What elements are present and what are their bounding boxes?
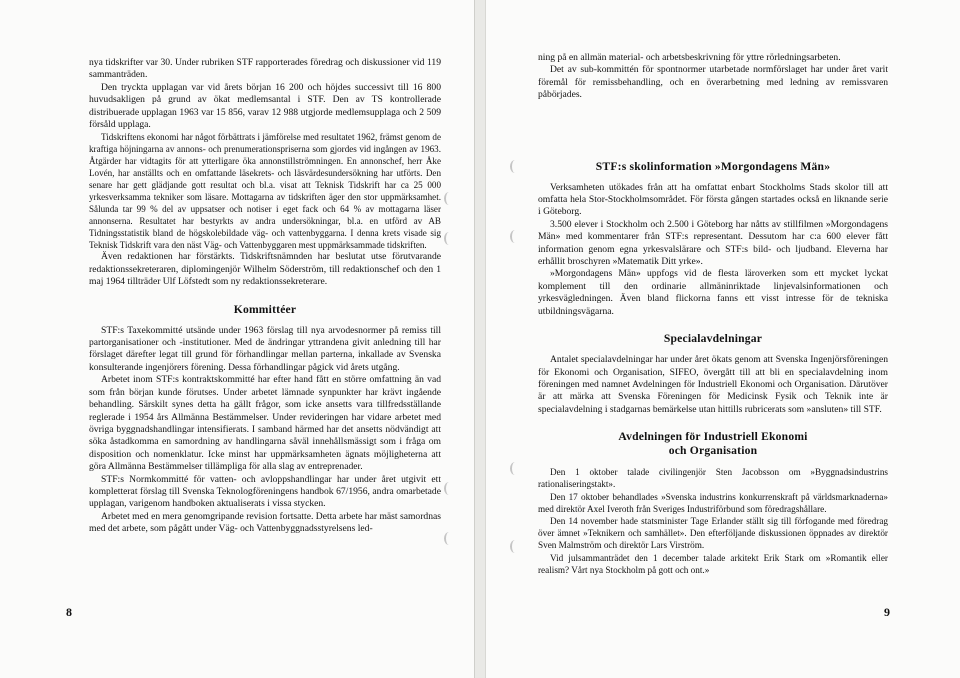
kommitteer-paragraph-2: Arbetet inom STF:s kontraktskommitté har efter hand fått en större omfattning än vad som från början kunde förutses. Under arbetet lämnade synpunkter har krävt ingående behandling. Särskilt synes detta ha gällt frågor, som icke ansetts vara tillfredsställande reglerade i 1954 års Allmänna Bestämmelser. Under revideringen har vidare arbetet med övriga byggnadshandlingar intensifierats. I samband härmed har det ansetts nödvändigt att söka åstadkomma en samordning av handlingarna såväl innehållsmässigt som i fråga om disposition och nomenklatur. Icke minst har uppmärksamheten ägnats möjligheterna att göra Allmänna Bestämmelser tillämpliga för alla slag av entreprenader. [89, 374, 441, 473]
left-paragraph-4: Även redaktionen har förstärkts. Tidskriftsnämnden har beslutat utse förutvarande redaktionssekreteraren, diplomingenjör Wilhelm Söderström, till redaktionschef och den 1 maj 1964 tillträder Ulf Löfstedt som ny redaktionssekreterare. [89, 251, 441, 288]
heading-avdelningen-industriell-ekonomi [538, 430, 888, 458]
binding-hole-mark [444, 192, 454, 205]
heading-line-2: och Organisation [668, 444, 758, 458]
left-paragraph-2: Den tryckta upplagan var vid årets början 16 200 och höjdes successivt till 16 800 huvudsakligen på grund av ökat medlemsantal i STF. Den av TS kontrollerade distribuerade upplagan 1963 var 15 856, varav 12 988 utgjorde medlemsupplaga och 2 509 försåld upplaga. [89, 81, 441, 131]
avd-paragraph-1: Den 1 oktober talade civilingenjör Sten Jacobsson om »Byggnadsindustrins rationaliseringstakt». [538, 467, 888, 490]
left-page [0, 0, 474, 678]
kommitteer-paragraph-1: STF:s Taxekommitté utsände under 1963 förslag till nya arvodesnormer på remiss till partorganisationer och -institutioner. Med de ändringar yttrandena givit anledning till har förslaget därefter legat till grund för förhandlingar mellan parterna, inkallade av Svenska konsulterande ingenjörers förening. Dessa förhandlingar pågick vid årets utgång. [89, 324, 441, 373]
skol-paragraph-1: Verksamheten utökades från att ha omfattat enbart Stockholms Stads skolor till att omfatta hela Stor-Stockholmsområdet. För första gången startades också en liknande serie i Göteborg. [538, 181, 888, 218]
binding-hole-mark [510, 230, 520, 243]
skol-paragraph-2: 3.500 elever i Stockholm och 2.500 i Göteborg har nåtts av stillfilmen »Morgondagens Män» med kommentarer från STF:s representant. Dessutom har c:a 600 elever fått information genom egna yrkesvalslärare och STF:s bild- och ljudband. Eleverna har erhållit broschyren »Matematik Ditt yrke». [538, 218, 888, 268]
binding-hole-mark [510, 540, 520, 553]
right-paragraph-2: Det av sub-kommittén för spontnormer utarbetade normförslaget har under året varit föremål för remissbehandling, och en överarbetning med ledning av remissvaren påbörjades. [538, 64, 888, 101]
skol-paragraph-3: »Morgondagens Män» uppfogs vid de flesta läroverken som ett mycket lyckat komplement till den ordinarie allmäninriktade linjevalsinformationen och yrkesvägledningen. Även bland flickorna fanns ett visst intresse för de tekniska utbildningsvägarna. [538, 268, 888, 317]
avd-paragraph-4: Vid julsammanträdet den 1 december talade arkitekt Erik Stark om »Romantik eller realism? Vårt nya Stockholm på gott och ont.» [538, 552, 888, 575]
avd-paragraph-3: Den 14 november hade statsminister Tage Erlander ställt sig till förfogande med föredrag över ämnet »Teknikern och samhället». Den efterföljande diskussionen öppnades av direktör Sven Malmström och direktör Lars Virström. [538, 515, 888, 551]
binding-hole-mark [444, 482, 454, 495]
right-text-column [538, 52, 888, 576]
heading-kommitteer: Kommittéer [233, 302, 297, 316]
special-paragraph-1: Antalet specialavdelningar har under året ökats genom att Svenska Ingenjörsföreningen för Ekonomi och Organisation, SIFEO, övergått till att bli en specialavdelning inom föreningen med namnet Avdelningen för Industriell Ekonomi och Organisation. Därutöver är att märka att Svenska Föreningen för Medicinsk Fysik och Teknik inte är specialavdelning i stadgarnas bemärkelse utan hittills rubricerats som »ansluten» till STF. [538, 354, 888, 415]
page-number-left: 8 [66, 605, 72, 619]
binding-hole-mark [444, 532, 454, 545]
avd-paragraph-2: Den 17 oktober behandlades »Svenska industrins konkurrenskraft på världsmarknaderna» med direktör Axel Iveroth från Sveriges Industriförbund som föredragshållare. [538, 491, 888, 514]
heading-specialavdelningar: Specialavdelningar [663, 332, 763, 346]
heading-line-1: Avdelningen för Industriell Ekonomi [618, 430, 808, 444]
page-number-right: 9 [884, 605, 890, 619]
kommitteer-paragraph-3: STF:s Normkommitté för vatten- och avloppshandlingar har under året utgivit ett kompletterat förslag till Svenska Teknologföreningens handbok 67/1956, andra omarbetade upplagan, varigenom handboken aktualiserats i vissa stycken. [89, 473, 441, 510]
binding-hole-mark [510, 462, 520, 475]
left-text-column [89, 57, 441, 536]
left-paragraph-3: Tidskriftens ekonomi har något förbättrats i jämförelse med resultatet 1962, främst genom de kraftiga höjningarna av annons- och prenumerationspriserna som gjordes vid ingången av 1963. Åtgärder har vidtagits för att ytterligare öka annonstillströmningen. En annonschef, herr Åke Lovén, har anställts och en omfattande läsekrets- och läsvärdesundersökning har utförts. Den senare har gett glädjande gott resultat och bl.a. visat att Teknisk Tidskrift har ca 25 000 yrkesverksamma tekniker som läsare. Mottagarna av tidskriften äger den stor uppmärksamhet. Sålunda tar 99 % del av uppsatser och notiser i eget fack och 64 % av mottagarna läser annonserna. Resultatet har bestyrkts av andra undersökningar, bl.a. en utförd av AB Tidningsstatistik bland de högskolebildade väg- och vattenbyggarna. I denna krets visade sig Teknisk Tidskrift vara den näst Väg- och Vattenbyggaren mest uppmärksammade tidskriften. [89, 132, 441, 251]
left-paragraph-1: nya tidskrifter var 30. Under rubriken STF rapporterades föredrag och diskussioner vid 119 sammanträden. [89, 57, 441, 81]
binding-hole-mark [510, 160, 520, 173]
kommitteer-paragraph-4: Arbetet med en mera genomgripande revision fortsatte. Detta arbete har mäst samordnas med det arbete, som pågått under Väg- och Vattenbyggnadsstyrelsens led- [89, 510, 441, 535]
book-gutter [474, 0, 486, 678]
heading-skolinformation: STF:s skolinformation »Morgondagens Män» [595, 159, 831, 173]
right-paragraph-1: ning på en allmän material- och arbetsbeskrivning för yttre rörledningsarbeten. [538, 52, 841, 63]
binding-hole-mark [444, 232, 454, 245]
